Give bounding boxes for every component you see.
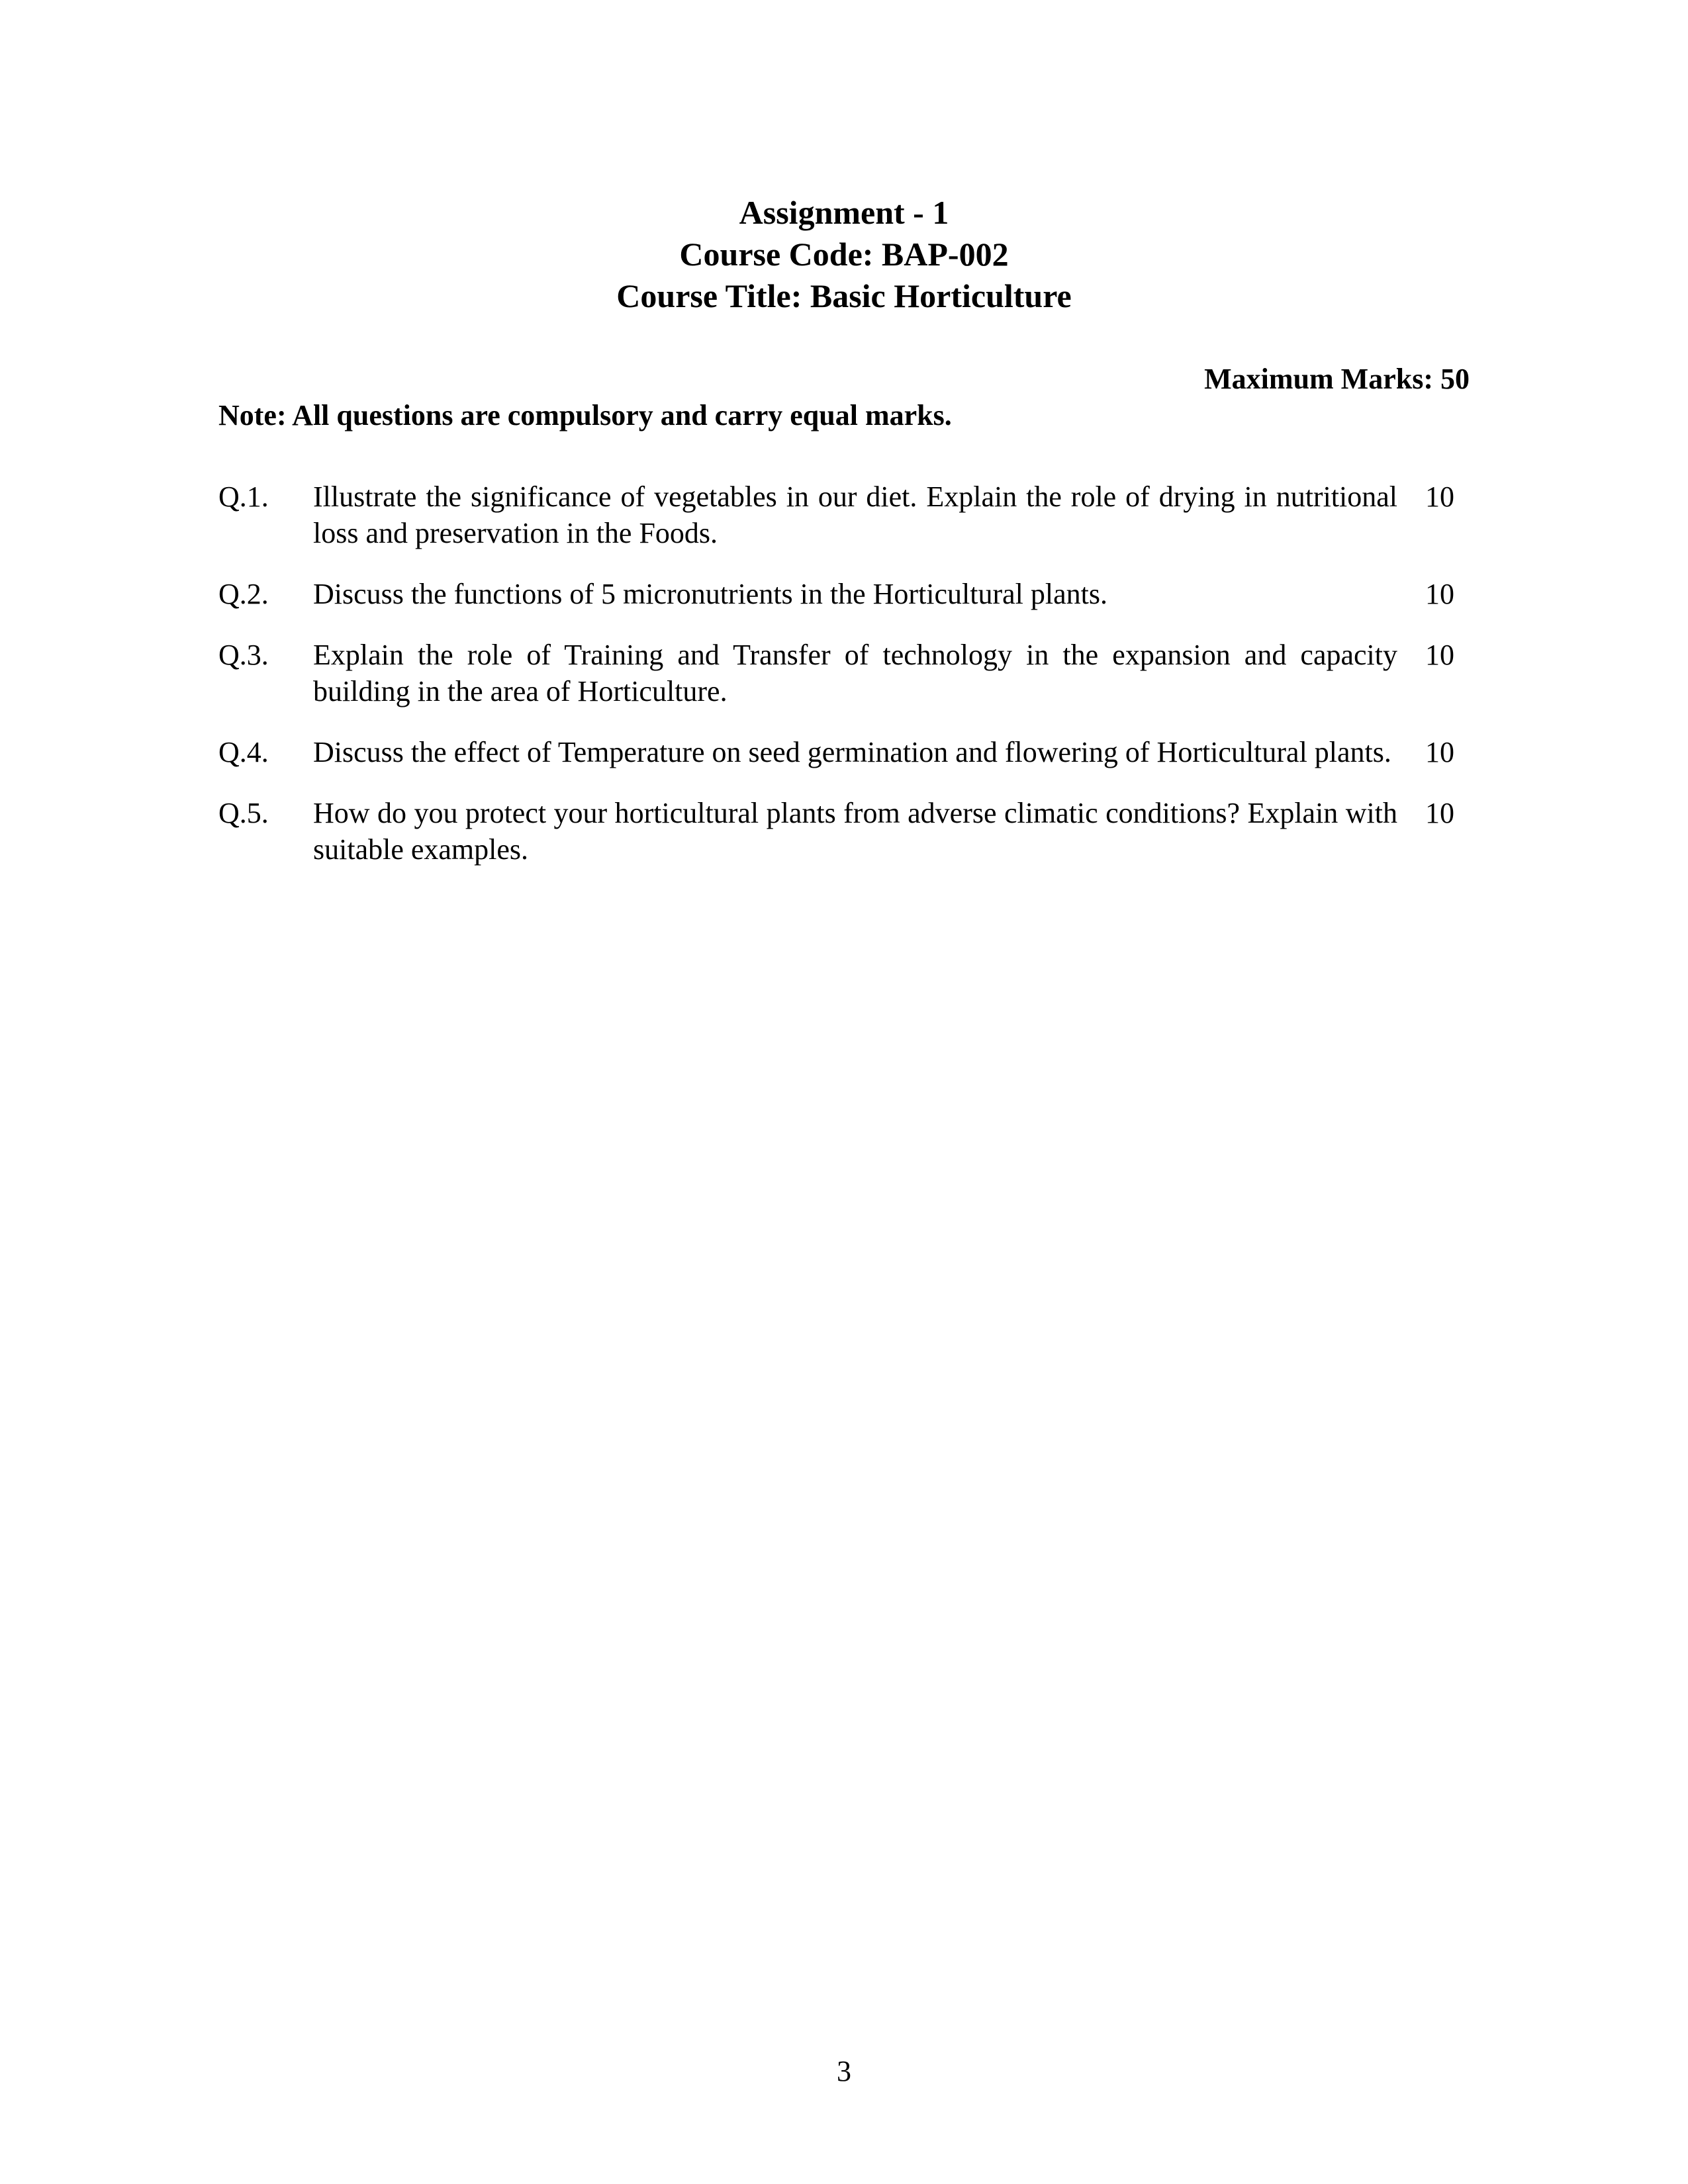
question-marks: 10 (1425, 797, 1454, 829)
question-number: Q.2. (218, 578, 269, 610)
question-item (218, 478, 1470, 551)
question-item (218, 576, 1470, 612)
question-marks: 10 (1425, 639, 1454, 671)
question-text: Discuss the functions of 5 micronutrients in the Horticultural plants. (313, 578, 1108, 610)
page-number: 3 (837, 2055, 851, 2087)
question-marks: 10 (1425, 736, 1454, 768)
course-code: Course Code: BAP-002 (679, 236, 1009, 273)
question-list (218, 478, 1470, 892)
question-marks: 10 (1425, 480, 1454, 513)
question-item (218, 795, 1470, 868)
course-title: Course Title: Basic Horticulture (616, 277, 1072, 314)
question-number: Q.1. (218, 480, 269, 513)
question-text: Discuss the effect of Temperature on seed germination and flowering of Horticultural plants. (313, 736, 1391, 768)
question-number: Q.4. (218, 736, 269, 768)
question-text: Explain the role of Training and Transfer of technology in the expansion and capacity building in the area of Horticulture. (313, 639, 1397, 707)
question-number: Q.5. (218, 797, 269, 829)
instructions-note: Note: All questions are compulsory and carry equal marks. (218, 399, 952, 432)
question-text: Illustrate the significance of vegetables in our diet. Explain the role of drying in nutritional loss and preservation in the Foods. (313, 480, 1397, 549)
question-item (218, 637, 1470, 709)
question-marks: 10 (1425, 578, 1454, 610)
maximum-marks: Maximum Marks: 50 (1204, 363, 1470, 395)
question-text: How do you protect your horticultural plants from adverse climatic conditions? Explain with suitable examples. (313, 797, 1397, 866)
assignment-title: Assignment - 1 (739, 194, 949, 231)
question-item (218, 734, 1470, 770)
assignment-header (0, 192, 1688, 317)
question-number: Q.3. (218, 639, 269, 671)
